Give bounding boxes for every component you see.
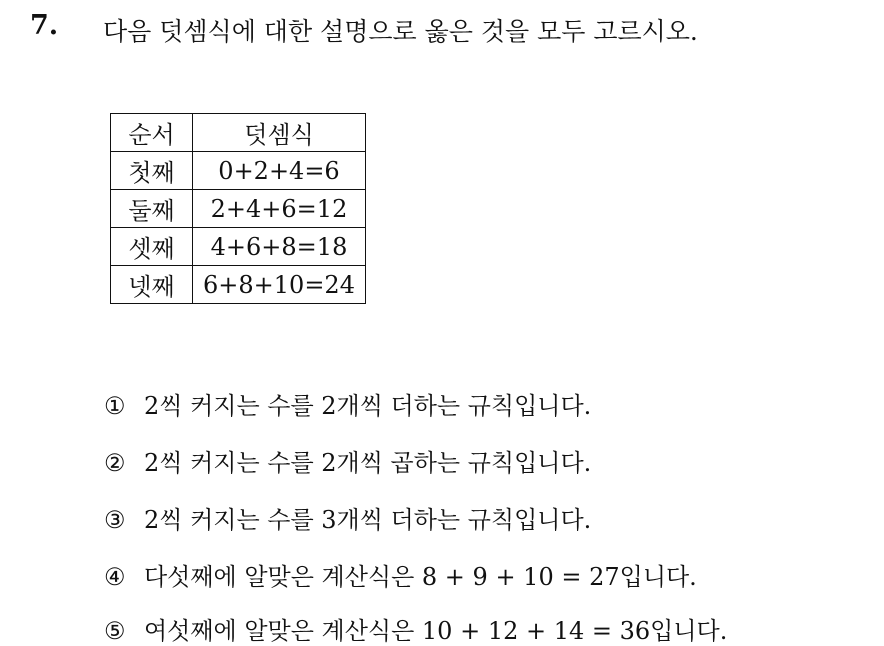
table-row bbox=[111, 266, 366, 304]
choice-text: 2씩 커지는 수를 2개씩 곱하는 규칙입니다. bbox=[144, 449, 592, 477]
choice-text: 2씩 커지는 수를 3개씩 더하는 규칙입니다. bbox=[144, 506, 592, 534]
choice-marker: ④ bbox=[104, 563, 126, 591]
choice-text: 다섯째에 알맞은 계산식은 8 + 9 + 10 = 27입니다. bbox=[144, 563, 697, 591]
row-expression: 4+6+8=18 bbox=[193, 228, 366, 266]
row-expression: 2+4+6=12 bbox=[193, 190, 366, 228]
choice-1[interactable] bbox=[104, 386, 591, 421]
choice-5[interactable] bbox=[104, 611, 727, 646]
header-expression: 덧셈식 bbox=[193, 114, 366, 152]
choice-2[interactable] bbox=[104, 443, 591, 478]
table-header-row bbox=[111, 114, 366, 152]
row-expression: 6+8+10=24 bbox=[193, 266, 366, 304]
choice-marker: ⑤ bbox=[104, 617, 126, 645]
row-order: 둘째 bbox=[111, 190, 193, 228]
sequence-table bbox=[110, 113, 366, 304]
question-text: 다음 덧셈식에 대한 설명으로 옳은 것을 모두 고르시오. bbox=[103, 17, 698, 46]
choice-marker: ③ bbox=[104, 506, 126, 534]
choice-marker: ① bbox=[104, 392, 126, 420]
row-order: 셋째 bbox=[111, 228, 193, 266]
choice-3[interactable] bbox=[104, 500, 591, 535]
question-number: 7. bbox=[30, 10, 59, 41]
choice-marker: ② bbox=[104, 449, 126, 477]
table-row bbox=[111, 228, 366, 266]
table-row bbox=[111, 152, 366, 190]
table-row bbox=[111, 190, 366, 228]
choice-text: 여섯째에 알맞은 계산식은 10 + 12 + 14 = 36입니다. bbox=[144, 617, 728, 645]
row-expression: 0+2+4=6 bbox=[193, 152, 366, 190]
header-order: 순서 bbox=[111, 114, 193, 152]
choice-text: 2씩 커지는 수를 2개씩 더하는 규칙입니다. bbox=[144, 392, 592, 420]
choice-4[interactable] bbox=[104, 557, 697, 592]
row-order: 첫째 bbox=[111, 152, 193, 190]
row-order: 넷째 bbox=[111, 266, 193, 304]
